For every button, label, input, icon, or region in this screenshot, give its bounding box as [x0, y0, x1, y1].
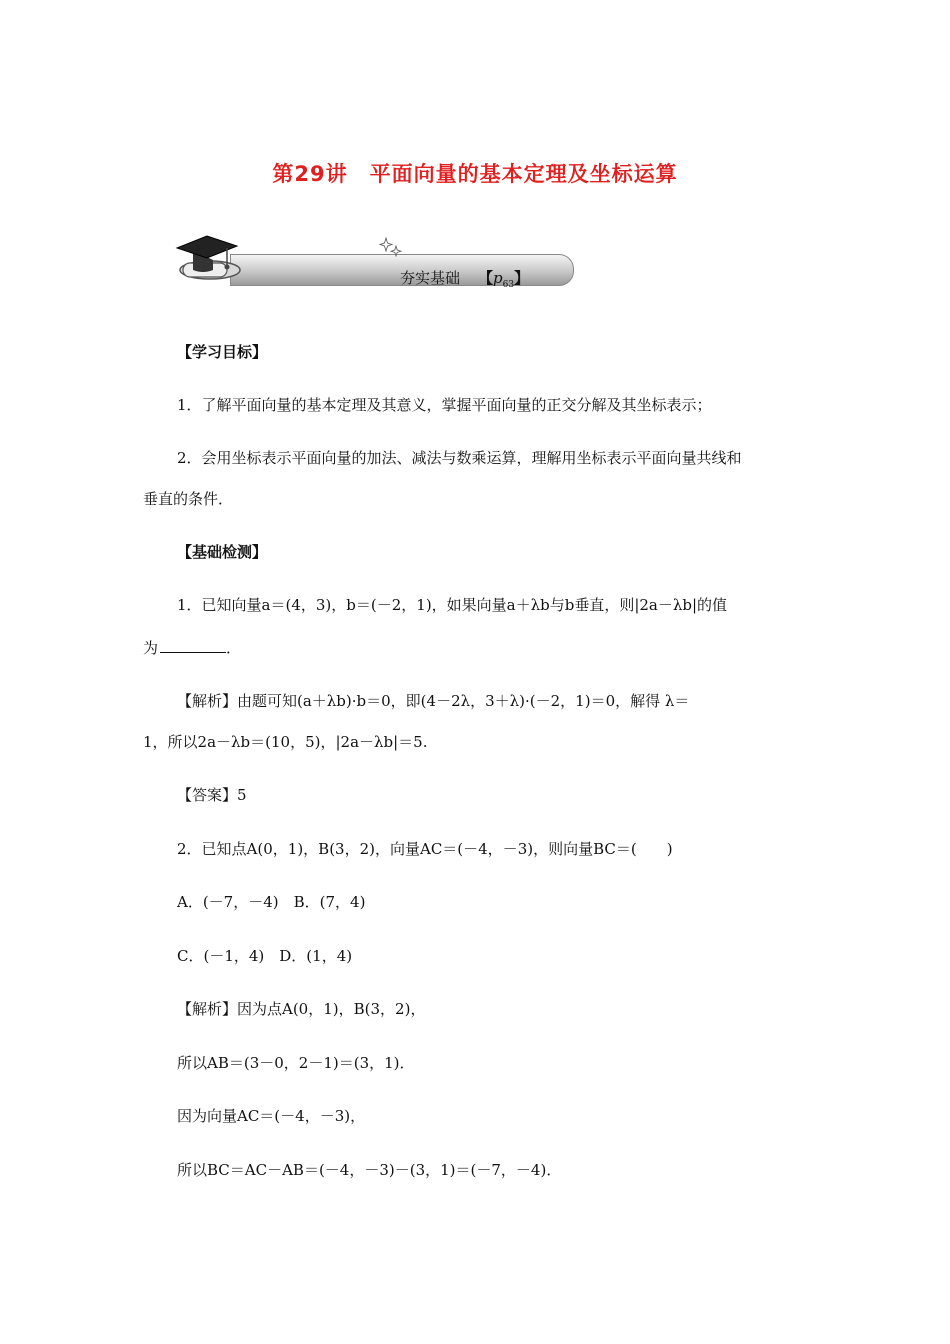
q1-suffix: ． [226, 639, 242, 657]
ref-num: 63 [502, 280, 515, 290]
page-title: 第29讲 平面向量的基本定理及坐标运算 [272, 162, 678, 186]
question-2-options-ab: A．(－7，－4) B．(7，4) [177, 893, 366, 911]
question-1-analysis: 【解析】由题可知(a＋λb)·b＝0，即(4－2λ，3＋λ)·(－2，1)＝0，解得 λ＝ [177, 692, 690, 710]
answer-blank [160, 637, 226, 653]
question-2-analysis-2: 所以AB＝(3－0，2－1)＝(3，1)． [177, 1054, 415, 1072]
question-1-answer: 【答案】5 [177, 786, 247, 804]
graduation-cap-icon [175, 232, 245, 290]
page-reference [478, 269, 530, 290]
question-1-analysis-cont: 1，所以2a－λb＝(10，5)，|2a－λb|＝5. [143, 733, 428, 751]
ref-open: 【 [478, 269, 494, 287]
ref-page: p [493, 269, 503, 287]
goal-item-1: 1．了解平面向量的基本定理及其意义，掌握平面向量的正交分解及其坐标表示； [177, 396, 712, 414]
question-2-analysis-3: 因为向量AC＝(－4，－3)， [177, 1107, 366, 1125]
ref-close: 】 [514, 269, 530, 287]
question-1: 1．已知向量a＝(4，3)，b＝(－2，1)，如果向量a＋λb与b垂直，则|2a－λb|的值 [177, 596, 728, 614]
goal-item-2: 2．会用坐标表示平面向量的加法、减法与数乘运算，理解用坐标表示平面向量共线和 [177, 449, 742, 467]
question-2: 2．已知点A(0，1)，B(3，2)，向量AC＝(－4，－3)，则向量BC＝( ) [177, 840, 673, 858]
question-2-analysis-4: 所以BC＝AC－AB＝(－4，－3)－(3，1)＝(－7，－4)． [177, 1161, 562, 1179]
section-heading-check: 【基础检测】 [177, 543, 268, 561]
question-2-options-cd: C．(－1，4) D．(1，4) [177, 947, 353, 965]
section-banner [175, 232, 575, 292]
goal-item-2-cont: 垂直的条件． [143, 490, 234, 508]
banner-title: 夯实基础 [400, 269, 461, 287]
question-1-cont [143, 637, 813, 659]
q1-prefix: 为 [143, 639, 159, 657]
sparkle-icon [378, 236, 404, 262]
question-2-analysis-1: 【解析】因为点A(0，1)，B(3，2)， [177, 1000, 426, 1018]
section-heading-goals: 【学习目标】 [177, 343, 268, 361]
banner-label [400, 267, 529, 290]
